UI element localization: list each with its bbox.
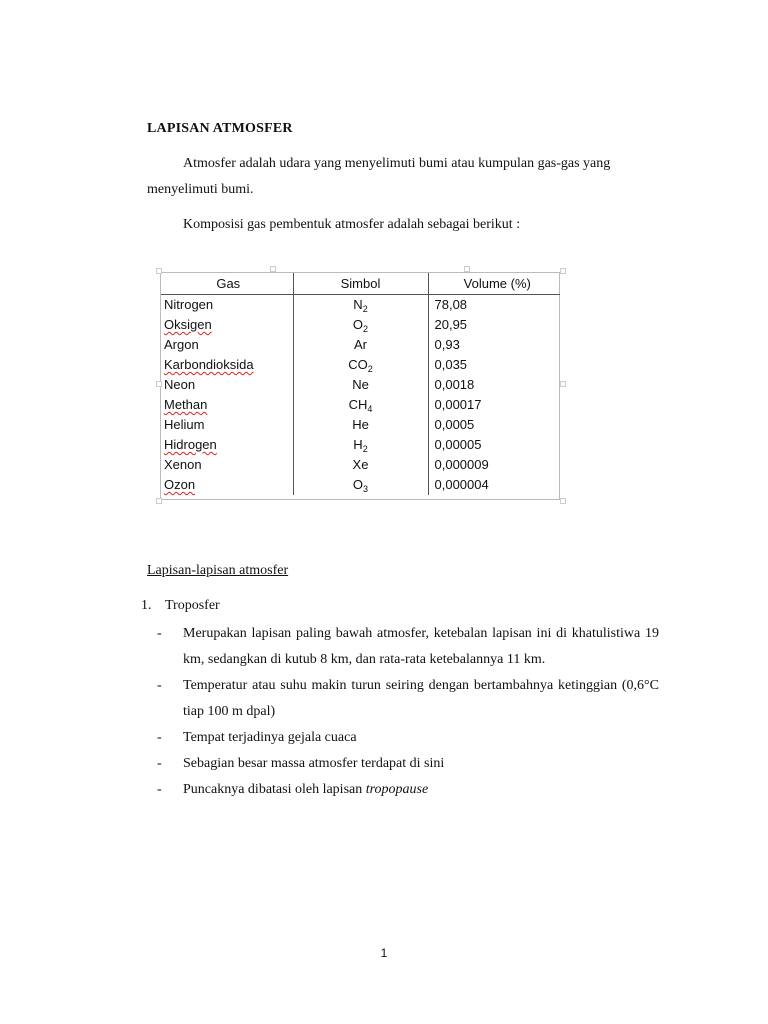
symbol-text: Xe [352, 457, 369, 472]
symbol-text: CH [348, 397, 368, 412]
bullet-text: Puncaknya dibatasi oleh lapisan [183, 782, 366, 797]
symbol-text: N [353, 297, 363, 312]
header-simbol: Simbol [293, 273, 428, 295]
bullet-marker: - [157, 678, 162, 693]
cell-volume: 0,000004 [434, 477, 489, 492]
symbol-text: Ne [352, 377, 369, 392]
gas-name: Karbondioksida [164, 357, 254, 372]
table-row [161, 435, 560, 455]
cell-gas [161, 295, 293, 316]
bullet-item [157, 621, 659, 673]
cell-symbol [293, 295, 428, 316]
gas-name: Xenon [164, 457, 202, 472]
cell-symbol [293, 435, 428, 455]
cell-volume: 0,0018 [434, 377, 475, 392]
resize-handle-n2 [464, 266, 470, 272]
symbol-subscript: 4 [367, 404, 373, 414]
symbol-text: He [352, 417, 369, 432]
bullet-text: Temperatur atau suhu makin turun seiring dengan bertambahnya ketinggian (0,6°C tiap 100 m dpal) [183, 678, 659, 719]
bullet-marker: - [157, 626, 162, 641]
gas-name: Oksigen [164, 317, 212, 332]
cell-gas [161, 435, 293, 455]
gas-composition-table-image [156, 268, 566, 504]
header-gas: Gas [161, 273, 293, 295]
symbol-text: CO [348, 357, 368, 372]
list-item-title: Troposfer [165, 598, 220, 613]
table-row [161, 335, 560, 355]
table-row [161, 475, 560, 495]
bullet-marker: - [157, 782, 162, 797]
table-row [161, 395, 560, 415]
gas-table [161, 273, 560, 495]
cell-gas [161, 395, 293, 415]
table-row [161, 455, 560, 475]
gas-name: Argon [164, 337, 199, 352]
symbol-text: O [352, 317, 364, 332]
cell-symbol [293, 335, 428, 355]
symbol-subscript: 2 [362, 304, 368, 314]
cell-volume: 0,00017 [434, 397, 482, 412]
document-title: LAPISAN ATMOSFER [147, 121, 293, 136]
bullet-text: Sebagian besar massa atmosfer terdapat di sini [183, 756, 445, 771]
cell-volume: 0,93 [434, 337, 460, 352]
bullet-item [157, 725, 659, 751]
gas-name: Ozon [164, 477, 196, 492]
cell-gas [161, 335, 293, 355]
cell-symbol [293, 375, 428, 395]
cell-volume: 20,95 [434, 317, 468, 332]
gas-name: Neon [164, 377, 196, 392]
composition-intro: Komposisi gas pembentuk atmosfer adalah sebagai berikut : [183, 217, 521, 232]
cell-symbol [293, 455, 428, 475]
cell-volume: 0,000009 [434, 457, 489, 472]
table-row [161, 295, 560, 316]
table-row [161, 355, 560, 375]
section-heading: Lapisan-lapisan atmosfer [147, 563, 289, 578]
symbol-subscript: 2 [363, 324, 369, 334]
table-header-row [161, 273, 560, 295]
bullet-item [157, 673, 659, 725]
resize-handle-ne [560, 268, 566, 274]
gas-name: Helium [164, 417, 205, 432]
bullet-item [157, 777, 659, 803]
table-row [161, 375, 560, 395]
cell-gas [161, 455, 293, 475]
symbol-subscript: 3 [363, 484, 369, 494]
cell-symbol [293, 395, 428, 415]
cell-symbol [293, 355, 428, 375]
cell-volume: 0,0005 [434, 417, 475, 432]
cell-volume: 0,00005 [434, 437, 482, 452]
symbol-subscript: 2 [362, 444, 368, 454]
gas-name: Hidrogen [164, 437, 217, 452]
resize-handle-se [560, 498, 566, 504]
cell-gas [161, 375, 293, 395]
gas-name: Methan [164, 397, 208, 412]
cell-symbol [293, 475, 428, 495]
cell-gas [161, 315, 293, 335]
gas-name: Nitrogen [164, 297, 214, 312]
list-number: 1. [141, 598, 152, 613]
cell-symbol [293, 315, 428, 335]
bullet-list [157, 621, 659, 803]
symbol-text: H [353, 437, 363, 452]
page-number: 1 [380, 946, 388, 960]
resize-handle-sw [156, 498, 162, 504]
bullet-text: Tempat terjadinya gejala cuaca [183, 730, 357, 745]
symbol-text: Ar [354, 337, 367, 352]
header-volume: Volume (%) [428, 273, 560, 295]
cell-gas [161, 355, 293, 375]
cell-symbol [293, 415, 428, 435]
bullet-marker: - [157, 730, 162, 745]
cell-gas [161, 415, 293, 435]
bullet-marker: - [157, 756, 162, 771]
cell-volume: 0,035 [434, 357, 468, 372]
resize-handle-n1 [270, 266, 276, 272]
bullet-emphasis: tropopause [365, 782, 429, 797]
cell-gas [161, 475, 293, 495]
table-row [161, 415, 560, 435]
table-body [161, 295, 560, 496]
table-row [161, 315, 560, 335]
symbol-subscript: 2 [367, 364, 373, 374]
bullet-item [157, 751, 659, 777]
symbol-text: O [352, 477, 364, 492]
intro-paragraph: Atmosfer adalah udara yang menyelimuti bumi atau kumpulan gas-gas yang menyelimuti bumi. [147, 156, 611, 197]
bullet-text: Merupakan lapisan paling bawah atmosfer, ketebalan lapisan ini di khatulistiwa 19 km, sedangkan di kutub 8 km, dan rata-rata ketebalannya 11 km. [183, 626, 659, 667]
resize-handle-e [560, 381, 566, 387]
cell-volume: 78,08 [434, 297, 468, 312]
